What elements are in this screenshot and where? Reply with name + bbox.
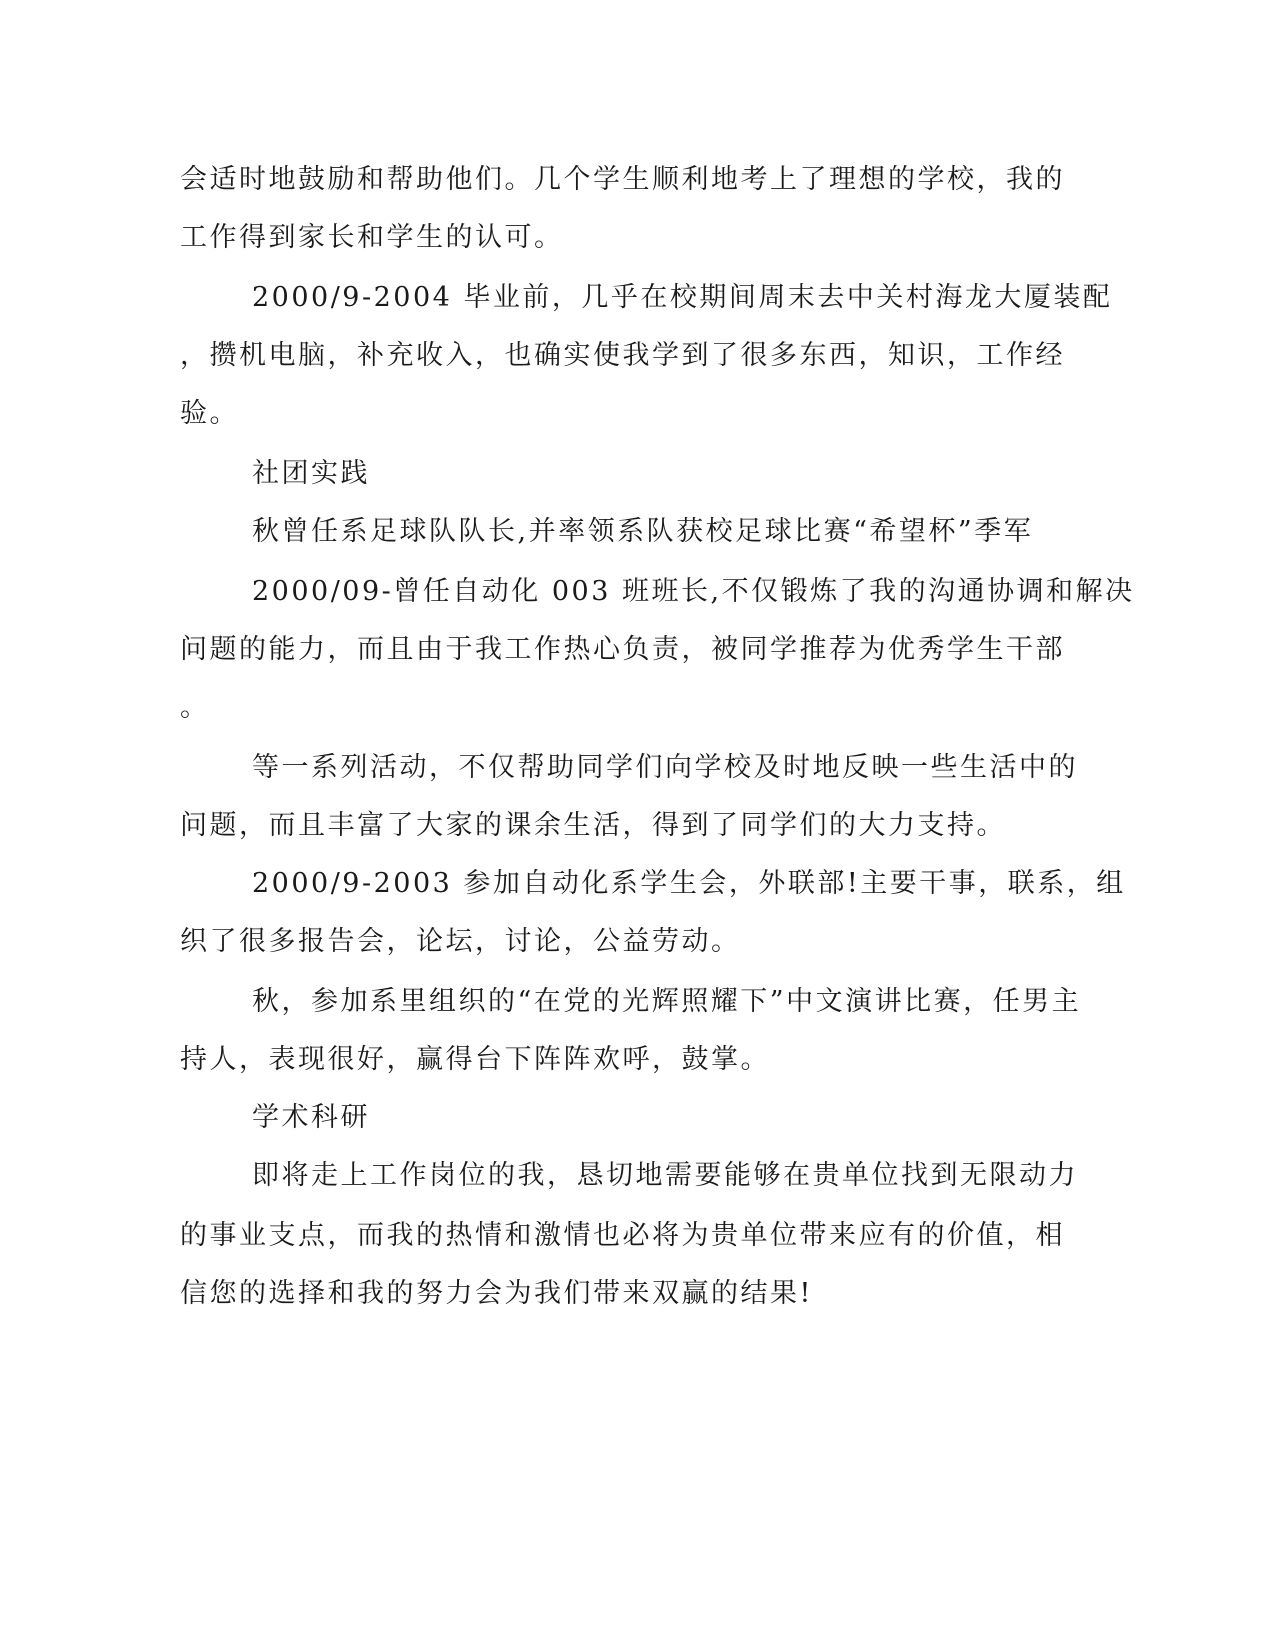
section-heading: 学术科研	[252, 1102, 370, 1133]
body-text-line: 即将走上工作岗位的我，恳切地需要能够在贵单位找到无限动力	[252, 1160, 1078, 1191]
body-text-line: 2000/9-2004 毕业前，几乎在校期间周末去中关村海龙大厦装配	[252, 282, 1113, 313]
body-text-line: 持人，表现很好，赢得台下阵阵欢呼，鼓掌。	[180, 1044, 770, 1075]
body-text-line: 信您的选择和我的努力会为我们带来双赢的结果!	[180, 1278, 813, 1309]
body-text-line: 验。	[180, 398, 239, 429]
body-text-line: 2000/09-曾任自动化 003 班班长,不仅锻炼了我的沟通协调和解决	[252, 576, 1135, 607]
body-text-line: 秋，参加系里组织的“在党的光辉照耀下”中文演讲比赛，任男主	[252, 986, 1082, 1017]
body-text-line: 工作得到家长和学生的认可。	[180, 222, 564, 253]
body-text-line: 的事业支点，而我的热情和激情也必将为贵单位带来应有的价值，相	[180, 1220, 1065, 1251]
body-text-line: 等一系列活动，不仅帮助同学们向学校及时地反映一些生活中的	[252, 752, 1078, 783]
body-text-line: 。	[180, 692, 210, 723]
body-text-line: 问题，而且丰富了大家的课余生活，得到了同学们的大力支持。	[180, 810, 1006, 841]
body-text-line: 秋曾任系足球队队长,并率领系队获校足球比赛“希望杯”季军	[252, 516, 1034, 547]
body-text-line: 会适时地鼓励和帮助他们。几个学生顺利地考上了理想的学校，我的	[180, 164, 1065, 195]
body-text-line: 2000/9-2003 参加自动化系学生会，外联部!主要干事，联系，组	[252, 868, 1126, 899]
body-text-line: 问题的能力，而且由于我工作热心负责，被同学推荐为优秀学生干部	[180, 634, 1065, 665]
body-text-line: 织了很多报告会，论坛，讨论，公益劳动。	[180, 926, 741, 957]
section-heading: 社团实践	[252, 458, 370, 489]
body-text-line: ，攒机电脑，补充收入，也确实使我学到了很多东西，知识，工作经	[180, 340, 1065, 371]
